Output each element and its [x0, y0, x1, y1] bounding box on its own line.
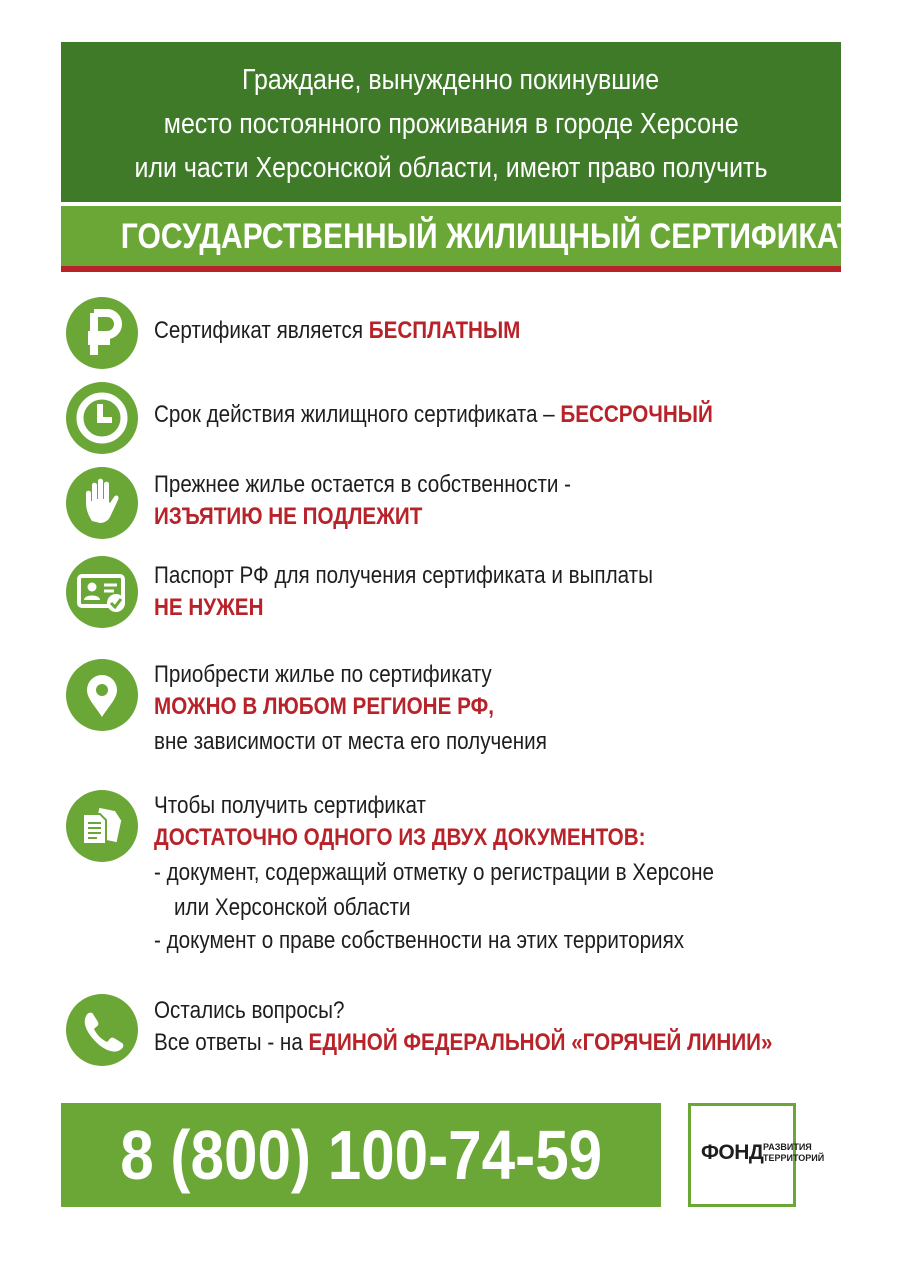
- title-band: [61, 206, 856, 266]
- documents-icon: [66, 790, 138, 862]
- item-documents-highlight: ДОСТАТОЧНО ОДНОГО ИЗ ДВУХ ДОКУМЕНТОВ:: [154, 824, 646, 851]
- logo-word: ФОНД: [701, 1141, 764, 1164]
- header-banner: [61, 42, 841, 202]
- logo-small-line-2: ТЕРРИТОРИЙ: [763, 1153, 825, 1163]
- item-free-highlight: БЕСПЛАТНЫМ: [368, 317, 521, 344]
- item-region-text2: вне зависимости от места его получения: [154, 728, 547, 755]
- item-passport-highlight: НЕ НУЖЕН: [154, 594, 264, 621]
- item-region-highlight: МОЖНО В ЛЮБОМ РЕГИОНЕ РФ,: [154, 693, 494, 720]
- id-card-check-icon: [66, 556, 138, 628]
- hotline-phone-box: [61, 1103, 661, 1207]
- header-line-2: место постоянного проживания в городе Херсоне: [163, 108, 739, 140]
- certificate-title: ГОСУДАРСТВЕННЫЙ ЖИЛИЩНЫЙ СЕРТИФИКАТ: [120, 217, 856, 256]
- item-hotline-text: Остались вопросы?: [154, 997, 345, 1024]
- hand-stop-icon: [66, 467, 138, 539]
- header-line-1: Граждане, вынужденно покинувшие: [242, 64, 660, 96]
- item-region-text: Приобрести жилье по сертификату: [154, 661, 492, 688]
- logo-small-line-1: РАЗВИТИЯ: [763, 1142, 812, 1152]
- ruble-icon: [66, 297, 138, 369]
- item-documents-bullet-2: - документ о праве собственности на этих территориях: [154, 927, 685, 954]
- item-passport-text: Паспорт РФ для получения сертификата и выплаты: [154, 562, 653, 589]
- fund-logo: [688, 1103, 825, 1207]
- red-stripe: [61, 266, 841, 272]
- map-pin-icon: [66, 659, 138, 731]
- header-line-3: или части Херсонской области, имеют право получить: [134, 152, 768, 184]
- clock-icon: [66, 382, 138, 454]
- item-property-text: Прежнее жилье остается в собственности -: [154, 471, 572, 498]
- item-documents-bullet-1: - документ, содержащий отметку о регистрации в Херсоне: [154, 859, 714, 886]
- item-documents-bullet-1-cont: или Херсонской области: [174, 894, 411, 921]
- item-term-text: Срок действия жилищного сертификата –: [154, 401, 561, 428]
- hotline-phone-number[interactable]: 8 (800) 100-74-59: [120, 1116, 602, 1194]
- item-term-highlight: БЕССРОЧНЫЙ: [560, 401, 713, 428]
- item-documents-text: Чтобы получить сертификат: [154, 792, 426, 819]
- item-hotline-text2: Все ответы - на: [154, 1029, 309, 1056]
- item-hotline-highlight: ЕДИНОЙ ФЕДЕРАЛЬНОЙ «ГОРЯЧЕЙ ЛИНИИ»: [308, 1029, 773, 1056]
- item-property-highlight: ИЗЪЯТИЮ НЕ ПОДЛЕЖИТ: [154, 503, 423, 530]
- item-free-text: Сертификат является: [154, 317, 369, 344]
- phone-icon: [66, 994, 138, 1066]
